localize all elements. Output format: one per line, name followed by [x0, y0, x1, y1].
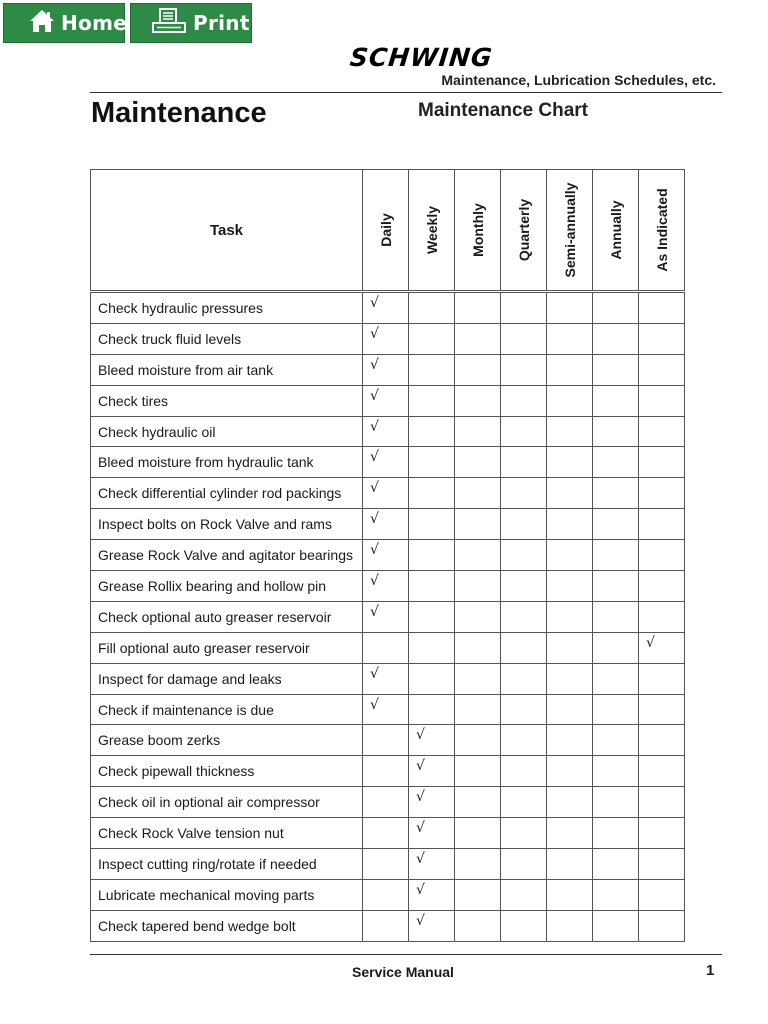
frequency-column-header: [363, 170, 409, 292]
empty-cell: [409, 478, 455, 509]
task-cell: Grease Rollix bearing and hollow pin: [91, 571, 363, 602]
empty-cell: [501, 694, 547, 725]
empty-cell: [639, 354, 685, 385]
check-mark-cell: √: [409, 879, 455, 910]
empty-cell: [363, 879, 409, 910]
table-row: [91, 725, 685, 756]
frequency-header-label: Weekly: [423, 206, 440, 254]
task-cell: Check Rock Valve tension nut: [91, 818, 363, 849]
frequency-column-header: [409, 170, 455, 292]
empty-cell: [455, 787, 501, 818]
empty-cell: [455, 818, 501, 849]
table-header-row: [91, 170, 685, 292]
empty-cell: [639, 292, 685, 324]
empty-cell: [501, 385, 547, 416]
empty-cell: [593, 694, 639, 725]
frequency-header-label: Annually: [607, 200, 624, 260]
table-row: [91, 385, 685, 416]
check-mark-cell: √: [363, 385, 409, 416]
table-row: [91, 292, 685, 324]
empty-cell: [455, 879, 501, 910]
empty-cell: [547, 787, 593, 818]
table-row: [91, 571, 685, 602]
empty-cell: [639, 478, 685, 509]
table-row: [91, 818, 685, 849]
empty-cell: [501, 879, 547, 910]
empty-cell: [639, 910, 685, 941]
empty-cell: [455, 292, 501, 324]
empty-cell: [593, 323, 639, 354]
home-button-label: Home: [61, 11, 128, 35]
task-cell: Check pipewall thickness: [91, 756, 363, 787]
empty-cell: [363, 725, 409, 756]
empty-cell: [639, 385, 685, 416]
footer-divider: [90, 954, 722, 955]
empty-cell: [455, 447, 501, 478]
empty-cell: [547, 478, 593, 509]
table-row: [91, 694, 685, 725]
empty-cell: [501, 818, 547, 849]
empty-cell: [409, 694, 455, 725]
frequency-header-label: Semi-annually: [561, 182, 578, 278]
task-cell: Check tires: [91, 385, 363, 416]
empty-cell: [547, 879, 593, 910]
empty-cell: [501, 601, 547, 632]
check-mark-cell: √: [363, 447, 409, 478]
empty-cell: [501, 756, 547, 787]
empty-cell: [593, 725, 639, 756]
empty-cell: [501, 478, 547, 509]
check-mark-cell: √: [409, 756, 455, 787]
task-cell: Grease Rock Valve and agitator bearings: [91, 540, 363, 571]
check-mark-cell: √: [363, 354, 409, 385]
empty-cell: [363, 910, 409, 941]
empty-cell: [363, 632, 409, 663]
brand-logo: SCHWING: [348, 43, 495, 72]
empty-cell: [409, 292, 455, 324]
empty-cell: [593, 292, 639, 324]
check-mark-cell: √: [363, 694, 409, 725]
empty-cell: [593, 447, 639, 478]
check-mark-cell: √: [639, 632, 685, 663]
task-cell: Check if maintenance is due: [91, 694, 363, 725]
empty-cell: [639, 416, 685, 447]
chart-title: Maintenance Chart: [418, 100, 588, 121]
empty-cell: [501, 416, 547, 447]
table-row: [91, 879, 685, 910]
empty-cell: [639, 725, 685, 756]
check-mark-cell: √: [363, 663, 409, 694]
table-row: [91, 478, 685, 509]
table-row: [91, 540, 685, 571]
frequency-header-label: Quarterly: [515, 198, 532, 262]
empty-cell: [455, 756, 501, 787]
frequency-column-header: [455, 170, 501, 292]
task-cell: Grease boom zerks: [91, 725, 363, 756]
table-row: [91, 354, 685, 385]
empty-cell: [593, 354, 639, 385]
check-mark-cell: √: [363, 416, 409, 447]
empty-cell: [547, 540, 593, 571]
empty-cell: [409, 571, 455, 602]
empty-cell: [593, 571, 639, 602]
task-column-header: Task: [91, 170, 363, 292]
empty-cell: [639, 571, 685, 602]
empty-cell: [501, 910, 547, 941]
empty-cell: [455, 385, 501, 416]
table-row: [91, 632, 685, 663]
empty-cell: [455, 663, 501, 694]
frequency-column-header: [547, 170, 593, 292]
print-button[interactable]: [130, 3, 252, 43]
check-mark-cell: √: [363, 323, 409, 354]
empty-cell: [547, 416, 593, 447]
task-cell: Inspect for damage and leaks: [91, 663, 363, 694]
empty-cell: [593, 756, 639, 787]
empty-cell: [501, 632, 547, 663]
empty-cell: [547, 756, 593, 787]
empty-cell: [455, 694, 501, 725]
task-cell: Bleed moisture from hydraulic tank: [91, 447, 363, 478]
section-title: Maintenance: [91, 97, 267, 129]
empty-cell: [639, 509, 685, 540]
maintenance-chart-table: [90, 169, 685, 942]
empty-cell: [547, 849, 593, 880]
empty-cell: [547, 818, 593, 849]
empty-cell: [547, 632, 593, 663]
table-row: [91, 910, 685, 941]
empty-cell: [639, 694, 685, 725]
frequency-header-label: As Indicated: [653, 188, 670, 272]
empty-cell: [639, 849, 685, 880]
printer-icon: [151, 8, 187, 39]
empty-cell: [455, 910, 501, 941]
empty-cell: [409, 663, 455, 694]
empty-cell: [593, 540, 639, 571]
check-mark-cell: √: [409, 910, 455, 941]
empty-cell: [593, 879, 639, 910]
empty-cell: [547, 601, 593, 632]
table-row: [91, 601, 685, 632]
empty-cell: [547, 725, 593, 756]
empty-cell: [639, 601, 685, 632]
empty-cell: [501, 849, 547, 880]
check-mark-cell: √: [363, 601, 409, 632]
home-button[interactable]: [3, 3, 128, 43]
frequency-column-header: [593, 170, 639, 292]
empty-cell: [593, 509, 639, 540]
empty-cell: [547, 663, 593, 694]
table-row: [91, 849, 685, 880]
empty-cell: [547, 292, 593, 324]
task-cell: Inspect cutting ring/rotate if needed: [91, 849, 363, 880]
frequency-header-label: Daily: [377, 213, 394, 247]
empty-cell: [455, 601, 501, 632]
check-mark-cell: √: [409, 725, 455, 756]
footer-title: Service Manual: [352, 964, 454, 980]
empty-cell: [593, 849, 639, 880]
empty-cell: [409, 601, 455, 632]
empty-cell: [547, 323, 593, 354]
task-cell: Check hydraulic pressures: [91, 292, 363, 324]
task-cell: Inspect bolts on Rock Valve and rams: [91, 509, 363, 540]
empty-cell: [363, 756, 409, 787]
empty-cell: [593, 478, 639, 509]
empty-cell: [409, 385, 455, 416]
empty-cell: [593, 818, 639, 849]
empty-cell: [501, 540, 547, 571]
empty-cell: [455, 478, 501, 509]
task-cell: Check tapered bend wedge bolt: [91, 910, 363, 941]
empty-cell: [639, 818, 685, 849]
empty-cell: [409, 509, 455, 540]
table-row: [91, 509, 685, 540]
empty-cell: [455, 509, 501, 540]
table-row: [91, 416, 685, 447]
table-row: [91, 447, 685, 478]
page-number: 1: [706, 962, 715, 979]
check-mark-cell: √: [409, 849, 455, 880]
header-subtitle: Maintenance, Lubrication Schedules, etc.: [441, 72, 716, 88]
empty-cell: [455, 323, 501, 354]
empty-cell: [547, 385, 593, 416]
check-mark-cell: √: [409, 787, 455, 818]
task-cell: Lubricate mechanical moving parts: [91, 879, 363, 910]
empty-cell: [501, 292, 547, 324]
empty-cell: [547, 694, 593, 725]
empty-cell: [547, 447, 593, 478]
empty-cell: [639, 663, 685, 694]
empty-cell: [501, 323, 547, 354]
empty-cell: [409, 416, 455, 447]
empty-cell: [363, 818, 409, 849]
empty-cell: [409, 447, 455, 478]
empty-cell: [547, 910, 593, 941]
empty-cell: [455, 571, 501, 602]
header-divider: [90, 92, 722, 93]
task-cell: Bleed moisture from air tank: [91, 354, 363, 385]
empty-cell: [593, 910, 639, 941]
empty-cell: [501, 787, 547, 818]
empty-cell: [639, 787, 685, 818]
empty-cell: [547, 509, 593, 540]
empty-cell: [547, 571, 593, 602]
table-row: [91, 663, 685, 694]
table-row: [91, 787, 685, 818]
task-cell: Check hydraulic oil: [91, 416, 363, 447]
empty-cell: [455, 849, 501, 880]
maintenance-chart-body: [91, 292, 685, 942]
check-mark-cell: √: [363, 540, 409, 571]
empty-cell: [547, 354, 593, 385]
table-row: [91, 323, 685, 354]
check-mark-cell: √: [363, 292, 409, 324]
empty-cell: [501, 509, 547, 540]
empty-cell: [501, 354, 547, 385]
empty-cell: [501, 571, 547, 602]
empty-cell: [639, 447, 685, 478]
check-mark-cell: √: [409, 818, 455, 849]
task-cell: Check differential cylinder rod packings: [91, 478, 363, 509]
empty-cell: [639, 756, 685, 787]
check-mark-cell: √: [363, 478, 409, 509]
empty-cell: [409, 354, 455, 385]
empty-cell: [639, 323, 685, 354]
empty-cell: [501, 663, 547, 694]
empty-cell: [593, 632, 639, 663]
task-cell: Check oil in optional air compressor: [91, 787, 363, 818]
check-mark-cell: √: [363, 509, 409, 540]
empty-cell: [593, 663, 639, 694]
empty-cell: [593, 385, 639, 416]
empty-cell: [409, 540, 455, 571]
home-icon: [29, 9, 55, 38]
empty-cell: [455, 416, 501, 447]
frequency-column-header: [501, 170, 547, 292]
empty-cell: [363, 787, 409, 818]
check-mark-cell: √: [363, 571, 409, 602]
empty-cell: [501, 725, 547, 756]
empty-cell: [455, 540, 501, 571]
empty-cell: [593, 601, 639, 632]
empty-cell: [639, 879, 685, 910]
task-cell: Fill optional auto greaser reservoir: [91, 632, 363, 663]
table-row: [91, 756, 685, 787]
empty-cell: [409, 323, 455, 354]
empty-cell: [455, 354, 501, 385]
empty-cell: [409, 632, 455, 663]
task-cell: Check truck fluid levels: [91, 323, 363, 354]
empty-cell: [593, 787, 639, 818]
empty-cell: [501, 447, 547, 478]
frequency-column-header: [639, 170, 685, 292]
frequency-header-label: Monthly: [469, 203, 486, 257]
empty-cell: [455, 632, 501, 663]
print-button-label: Print: [193, 11, 250, 35]
empty-cell: [593, 416, 639, 447]
empty-cell: [455, 725, 501, 756]
empty-cell: [363, 849, 409, 880]
empty-cell: [639, 540, 685, 571]
task-cell: Check optional auto greaser reservoir: [91, 601, 363, 632]
